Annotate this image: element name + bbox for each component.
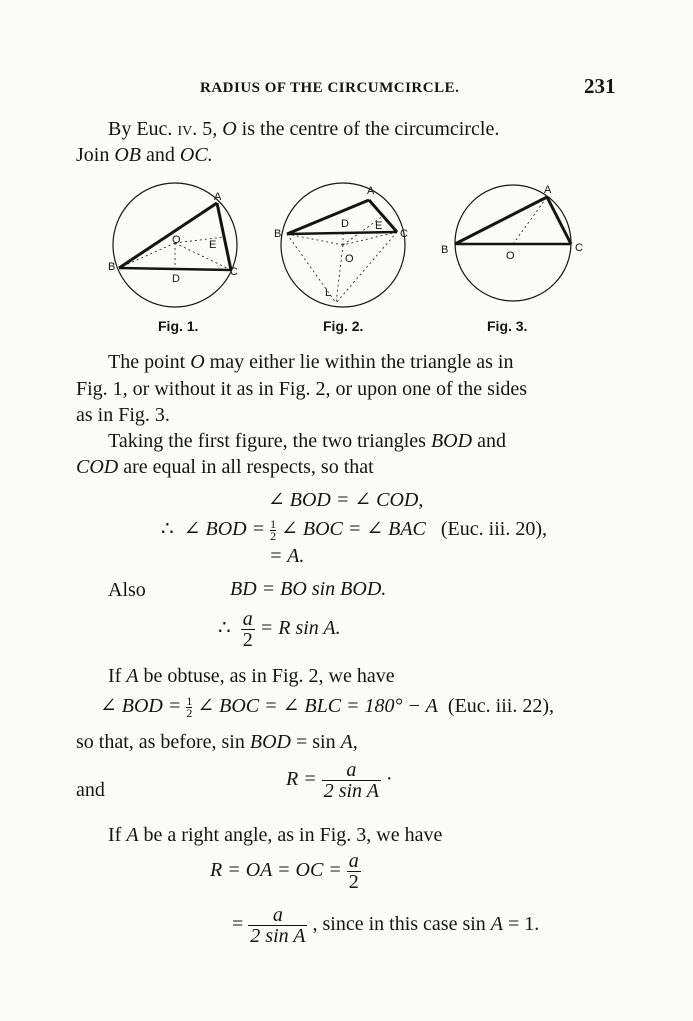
equation-bd: BD = BO sin BOD. [230, 578, 387, 600]
fig1-label-B: B [108, 261, 116, 273]
fig1-label-D: D [172, 273, 180, 285]
equation-right-angle: R = OA = OC = $\frac{a}{2}$ [210, 850, 359, 893]
para2-line2: Fig. 1, or without it as in Fig. 2, or upon one of the sides [76, 378, 528, 400]
fig2-label-C: C [400, 228, 408, 240]
fig3-label-O: O [506, 250, 515, 262]
figure-1 [108, 183, 238, 307]
running-header: RADIUS OF THE CIRCUMCIRCLE. [200, 80, 460, 96]
para4-line: If A be obtuse, as in Fig. 2, we have [108, 665, 395, 687]
equation-final: = $\frac{a}{\text{2 sin A}}$ , since in this case sin A = 1. [232, 904, 540, 947]
para1-line2: Join OB and OC. [76, 144, 213, 166]
figure-caption-2: Fig. 2. [323, 318, 364, 334]
and-label: and [76, 779, 105, 801]
equation-equals-A: = A. [269, 545, 305, 567]
fig1-label-A: A [214, 191, 222, 203]
fig3-label-A: A [544, 184, 552, 196]
equation-bod-equals-cod: ∠ BOD = ∠ COD, [268, 489, 424, 511]
para5-line: so that, as before, sin BOD = sin A, [76, 731, 358, 753]
fig1-label-E: E [209, 239, 217, 251]
figure-3 [441, 184, 583, 301]
fig2-label-O: O [345, 253, 354, 265]
para1-line1: By Euc. iv. 5, O is the centre of the circumcircle. [108, 118, 500, 140]
fig1-label-O: O [172, 234, 181, 246]
equation-bod-half-boc: ∴ ∠ BOD = $\frac{1}{2}$ ∠ BOC = ∠ BAC (Euc. iii. 20), [161, 516, 547, 543]
figures-diagram [0, 175, 693, 340]
fig2-label-D: D [341, 218, 349, 230]
fig2-label-A: A [367, 185, 375, 197]
equation-R-formula: R = $\frac{a}{\text{2 sin A}}$ · [286, 759, 393, 802]
figure-caption-1: Fig. 1. [158, 318, 199, 334]
equation-a-over-2: ∴ $\frac{a}{2}$ = R sin A. [218, 608, 341, 651]
para3-line2: COD are equal in all respects, so that [76, 456, 374, 478]
para2-line3: as in Fig. 3. [76, 404, 170, 426]
figure-caption-3: Fig. 3. [487, 318, 528, 334]
also-label: Also [108, 579, 146, 601]
equation-obtuse: ∠ BOD = $\frac{1}{2}$ ∠ BOC = ∠ BLC = 180° − A (Euc. iii. 22), [100, 693, 554, 720]
fig2-label-L: L [325, 287, 332, 299]
fig2-label-B: B [274, 228, 282, 240]
page-number: 231 [584, 74, 616, 98]
fig3-label-B: B [441, 244, 449, 256]
fig3-label-C: C [575, 242, 583, 254]
para6-line: If A be a right angle, as in Fig. 3, we have [108, 824, 443, 846]
fig2-label-E: E [375, 220, 383, 232]
para3-line1: Taking the first figure, the two triangles BOD and [108, 430, 506, 452]
fig1-label-C: C [230, 266, 238, 278]
figure-2 [274, 183, 408, 307]
para2-line1: The point O may either lie within the triangle as in [108, 351, 514, 373]
